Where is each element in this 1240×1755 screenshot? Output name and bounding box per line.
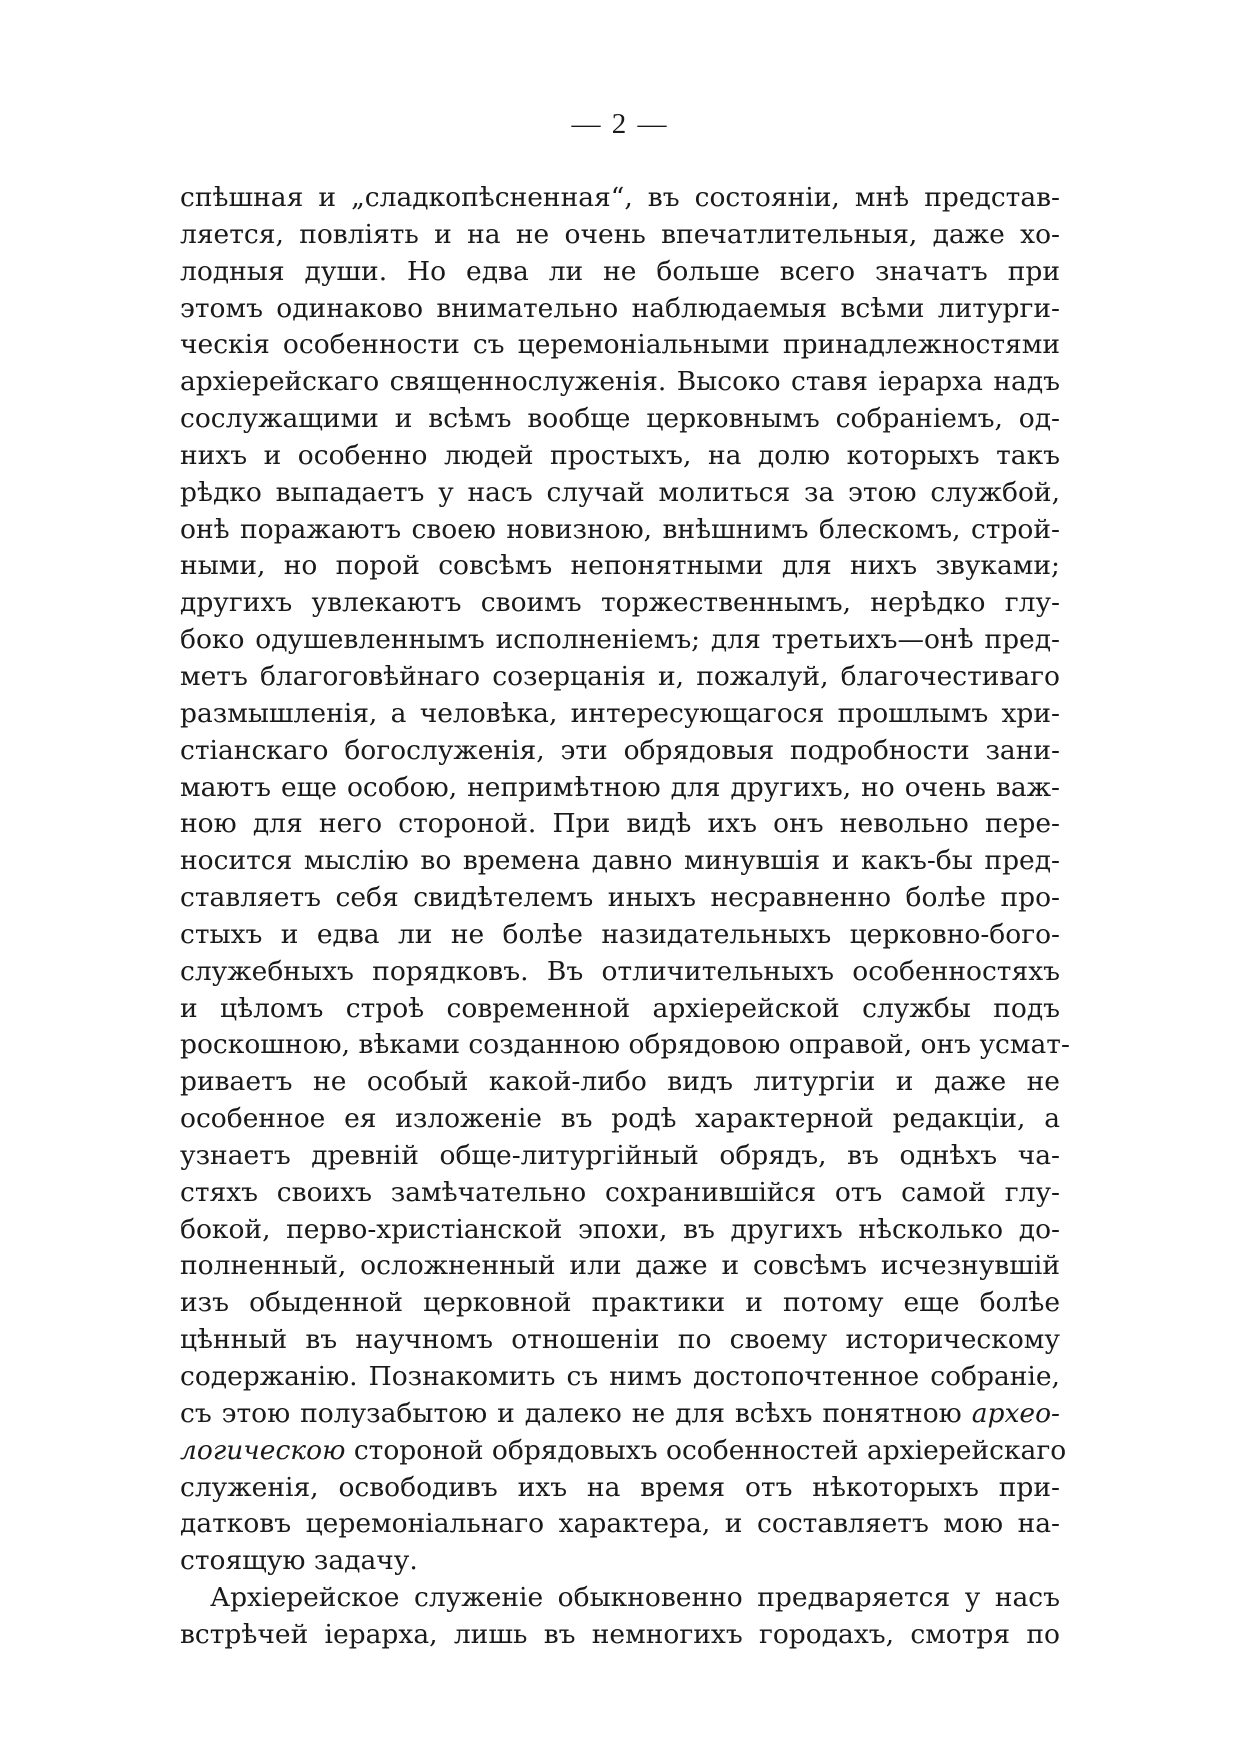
text-line: боко одушевленнымъ исполненіемъ; для третьихъ—онѣ пред- <box>180 624 1060 656</box>
text-line: ными, но порой совсѣмъ непонятными для нихъ звуками; <box>180 550 1060 582</box>
text-line: риваетъ не особый какой-либо видъ литургіи и даже не <box>180 1066 1060 1098</box>
paragraph-1 <box>180 180 1070 1580</box>
text-line: другихъ увлекаютъ своимъ торжественнымъ, нерѣдко глу- <box>180 587 1060 619</box>
text-segment: съ этою полузабытою и далеко не для всѣхъ понятною <box>180 1397 962 1429</box>
text-line: спѣшная и „сладкопѣсненная“, въ состояніи, мнѣ представ- <box>180 182 1060 213</box>
text-line: цѣнный въ научномъ отношеніи по своему историческому <box>180 1324 1060 1356</box>
paragraph-2 <box>180 1580 1060 1654</box>
text-line-with-italic <box>180 1433 1067 1470</box>
page-number: — 2 — <box>571 108 669 140</box>
text-line: узнаетъ древній обще-литургійный обрядъ, въ однѣхъ ча- <box>180 1139 1060 1171</box>
text-line: рѣдко выпадаетъ у насъ случай молиться за этою службой, <box>180 476 1060 508</box>
text-line-with-italic <box>180 1396 1060 1433</box>
text-line: Архіерейское служеніе обыкновенно предваряется у насъ <box>210 1582 1060 1614</box>
text-line: размышленія, а человѣка, интересующагося прошлымъ хри- <box>180 697 1060 729</box>
text-line: маютъ еще особою, непримѣтною для другихъ, но очень важ- <box>180 771 1060 803</box>
body-text <box>180 180 1070 1654</box>
text-line: ческія особенности съ церемоніальными принадлежностями <box>180 329 1060 361</box>
italic-segment: логическою <box>180 1434 346 1466</box>
text-line: датковъ церемоніальнаго характера, и составляетъ мою на- <box>180 1508 1060 1540</box>
text-line: носится мыслію во времена давно минувшія и какъ-бы пред- <box>180 845 1060 877</box>
text-line: бокой, перво-христіанской эпохи, въ другихъ нѣсколько до- <box>180 1213 1060 1245</box>
text-line: содержанію. Познакомить съ нимъ достопочтенное собраніе, <box>180 1361 1060 1392</box>
text-line: ною для него стороной. При видѣ ихъ онъ невольно пере- <box>180 808 1060 840</box>
text-line: и цѣломъ строѣ современной архіерейской службы подъ <box>180 992 1060 1024</box>
text-line: ляется, повліять и на не очень впечатлительныя, даже хо- <box>180 218 1060 250</box>
text-segment: стороной обрядовыхъ особенностей архіерейскаго <box>345 1434 1067 1466</box>
text-line: полненный, осложненный или даже и совсѣмъ исчезнувшій <box>180 1250 1060 1282</box>
text-line: нихъ и особенно людей простыхъ, на долю которыхъ такъ <box>180 439 1060 471</box>
text-line: стыхъ и едва ли не болѣе назидательныхъ церковно-бого- <box>180 918 1060 950</box>
text-line: особенное ея изложеніе въ родѣ характерной редакціи, а <box>180 1103 1060 1135</box>
text-line: сослужащими и всѣмъ вообще церковнымъ собраніемъ, од- <box>180 403 1060 435</box>
text-line: метъ благоговѣйнаго созерцанія и, пожалуй, благочестиваго <box>180 660 1060 692</box>
text-line: стяхъ своихъ замѣчательно сохранившійся отъ самой глу- <box>180 1176 1060 1208</box>
text-line: служебныхъ порядковъ. Въ отличительныхъ особенностяхъ <box>180 955 1060 987</box>
text-line: ставляетъ себя свидѣтелемъ иныхъ несравненно болѣе про- <box>180 882 1060 914</box>
text-line: встрѣчей іерарха, лишь въ немногихъ городахъ, смотря по <box>180 1618 1060 1650</box>
text-line: стіанскаго богослуженія, эти обрядовыя подробности зани- <box>180 734 1060 766</box>
text-line: онѣ поражаютъ своею новизною, внѣшнимъ блескомъ, строй- <box>180 513 1060 545</box>
text-line: лодныя души. Но едва ли не больше всего значатъ при <box>180 255 1060 287</box>
text-line: служенія, освободивъ ихъ на время отъ нѣкоторыхъ при- <box>180 1471 1060 1503</box>
italic-segment: архео- <box>971 1397 1060 1429</box>
text-line: роскошною, вѣками созданною обрядовою оправой, онъ усмат- <box>180 1029 1070 1061</box>
text-line: этомъ одинаково внимательно наблюдаемыя всѣми литурги- <box>180 292 1060 324</box>
text-line: архіерейскаго священнослуженія. Высоко ставя іерарха надъ <box>180 366 1060 398</box>
text-line: стоящую задачу. <box>180 1545 418 1577</box>
text-line: изъ обыденной церковной практики и потому еще болѣе <box>180 1287 1060 1319</box>
